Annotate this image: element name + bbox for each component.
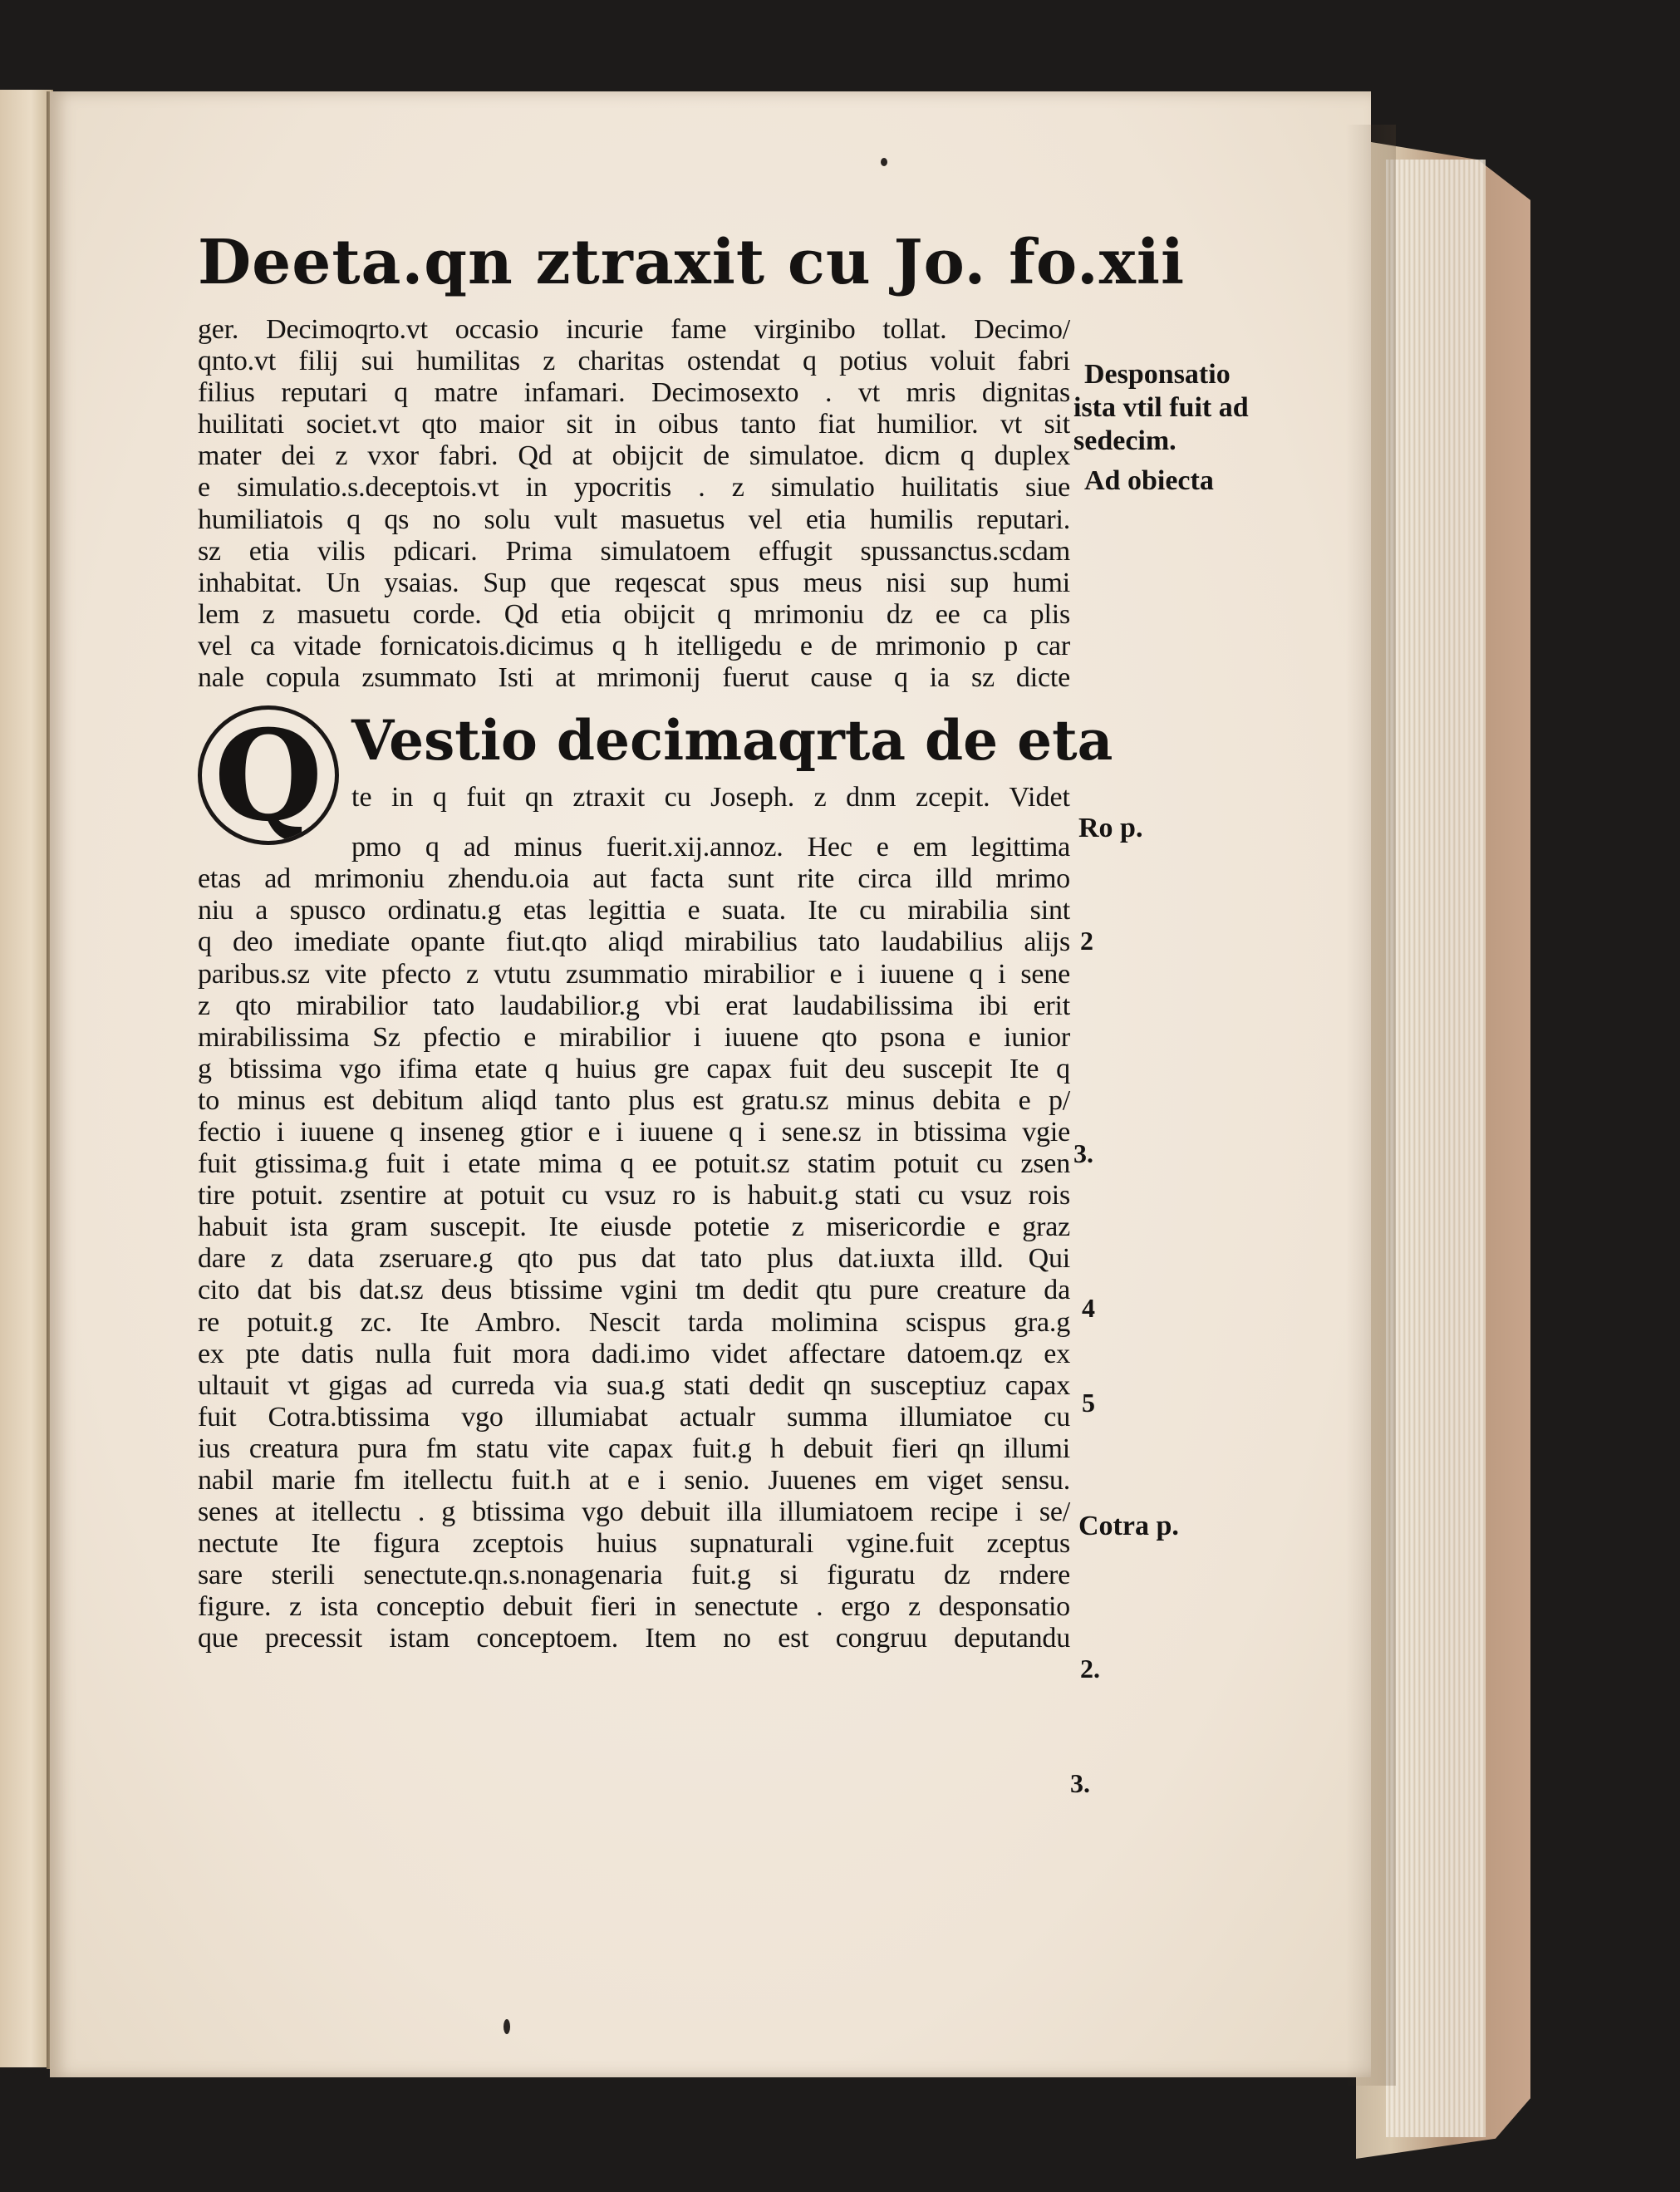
- margin-note-desponsatio: sedecim.: [1073, 425, 1176, 456]
- margin-number: 4: [1082, 1293, 1095, 1323]
- ink-speck: [881, 158, 887, 166]
- text-line: figure. z ista conceptio debuit fieri in senectute . ergo z desponsatio: [198, 1591, 1070, 1623]
- text-line: filius reputari q matre infamari. Decimosexto . vt mris dignitas: [198, 377, 1070, 409]
- text-line: ex pte datis nulla fuit mora dadi.imo videt affectare datoem.qz ex: [198, 1338, 1070, 1369]
- text-line: cito dat bis dat.sz deus btissime vgini tm dedit qtu pure creature da: [198, 1275, 1070, 1306]
- text-line: niu a spusco ordinatu.g etas legittia e suata. Ite cu mirabilia sint: [198, 895, 1070, 926]
- text-line: te in q fuit qn ztraxit cu Joseph. z dnm zcepit. Videt: [351, 782, 1070, 813]
- text-line: dare z data zseruare.g qto pus dat tato plus dat.iuxta illd. Qui: [198, 1243, 1070, 1275]
- margin-number: 5: [1082, 1388, 1095, 1418]
- text-line: paribus.sz vite pfecto z vtutu zsummatio mirabilior e i iuuene q i sene: [198, 958, 1070, 990]
- text-line: fectio i iuuene q inseneg gtior e i iuuene q i sene.sz in btissima vgie: [198, 1116, 1070, 1148]
- margin-number: 2: [1080, 926, 1093, 956]
- margin-number: 2.: [1080, 1654, 1100, 1683]
- text-line: inhabitat. Un ysaias. Sup que reqescat spus meus nisi sup humi: [198, 567, 1070, 598]
- previous-page-edge: [0, 90, 53, 2067]
- text-line: fuit Cotra.btissima vgo illumiabat actualr summa illumiatoe cu: [198, 1401, 1070, 1433]
- text-line: mirabilissima Sz pfectio e mirabilior i iuuene qto psona e iunior: [198, 1021, 1070, 1053]
- margin-number: 3.: [1073, 1138, 1093, 1168]
- text-line: fuit gtissima.g fuit i etate mima q ee potuit.sz statim potuit cu zsen: [198, 1148, 1070, 1180]
- text-line: que precessit istam conceptoem. Item no est congruu deputandu: [198, 1623, 1070, 1654]
- text-line: ger. Decimoqrto.vt occasio incurie fame virginibo tollat. Decimo/: [198, 314, 1070, 345]
- text-line: to minus est debitum aliqd tanto plus est gratu.sz minus debita e p/: [198, 1084, 1070, 1116]
- text-line: sz etia vilis pdicari. Prima simulatoem effugit spussanctus.scdam: [198, 535, 1070, 567]
- decorated-initial: Q: [198, 705, 339, 845]
- text-line: huilitati societ.vt qto maior sit in oibus tanto fiat humilior. vt sit: [198, 409, 1070, 440]
- text-line: vel ca vitade fornicatois.dicimus q h itelligedu e de mrimonio p car: [198, 630, 1070, 661]
- text-line: re potuit.g zc. Ite Ambro. Nescit tarda molimina scispus gra.g: [198, 1306, 1070, 1338]
- margin-note-contra-p: Cotra p.: [1078, 1511, 1179, 1541]
- text-line: ius creatura pura fm statu vite capax fuit.g h debuit fieri qn illumi: [198, 1433, 1070, 1464]
- paragraph-2: [198, 832, 1070, 1654]
- text-line: nectute Ite figura zceptois huius supnaturali vgine.fuit zceptus: [198, 1528, 1070, 1560]
- text-line: mater dei z vxor fabri. Qd at obijcit de simulatoe. dicm q duplex: [198, 440, 1070, 472]
- text-line: senes at itellectu . g btissima vgo debuit illa illumiatoem recipe i se/: [198, 1497, 1070, 1528]
- text-line: nabil marie fm itellectu fuit.h at e i senio. Juuenes em viget sensu.: [198, 1465, 1070, 1496]
- margin-note-desponsatio: ista vtil fuit ad: [1073, 392, 1249, 423]
- margin-note-ro-p: Ro p.: [1078, 813, 1143, 843]
- text-line: nale copula zsummato Isti at mrimonij fuerut cause q ia sz dicte: [198, 662, 1070, 694]
- margin-note-desponsatio: Desponsatio: [1084, 359, 1231, 390]
- text-line: tire potuit. zsentire at potuit cu vsuz ro is habuit.g stati cu vsuz rois: [198, 1180, 1070, 1211]
- text-line: pmo q ad minus fuerit.xij.annoz. Hec e em legittima: [351, 832, 1070, 863]
- text-line: ultauit vt gigas ad curreda via sua.g stati dedit qn susceptiuz capax: [198, 1369, 1070, 1401]
- text-line: z qto mirabilior tato laudabilior.g vbi erat laudabilissima ibi erit: [198, 990, 1070, 1021]
- margin-number: 3.: [1070, 1768, 1090, 1798]
- margin-note-ad-obiecta: Ad obiecta: [1084, 465, 1214, 496]
- text-line: qnto.vt filij sui humilitas z charitas ostendat q potius voluit fabri: [198, 346, 1070, 377]
- text-line: humiliatois q qs no solu vult masuetus vel etia humilis reputari.: [198, 504, 1070, 535]
- text-line: sare sterili senectute.qn.s.nonagenaria fuit.g si figuratu dz rndere: [198, 1560, 1070, 1591]
- text-line: lem z masuetu corde. Qd etia obijcit q mrimoniu dz ee ca plis: [198, 598, 1070, 630]
- text-line: q deo imediate opante fiut.qto aliqd mirabilius tato laudabilius alijs: [198, 926, 1070, 958]
- text-line: etas ad mrimoniu zhendu.oia aut facta sunt rite circa illd mrimo: [198, 863, 1070, 895]
- chapter-title: Vestio decimaqrta de eta: [351, 708, 1113, 774]
- text-line: g btissima vgo ifima etate q huius gre capax fuit deu suscepit Ite q: [198, 1053, 1070, 1084]
- text-line: e simulatio.s.deceptois.vt in ypocritis . z simulatio huilitatis siue: [198, 472, 1070, 504]
- ink-speck: [504, 2019, 510, 2034]
- page-stack-edges: [1386, 160, 1486, 2137]
- page-edge-shadow: [1346, 125, 1396, 2086]
- paragraph-1: [198, 314, 1070, 694]
- text-line: habuit ista gram suscepit. Ite eiusde potetie z misericordie e graz: [198, 1211, 1070, 1243]
- running-head: Deeta.qn ztraxit cu Jo. fo.xii: [198, 227, 1186, 298]
